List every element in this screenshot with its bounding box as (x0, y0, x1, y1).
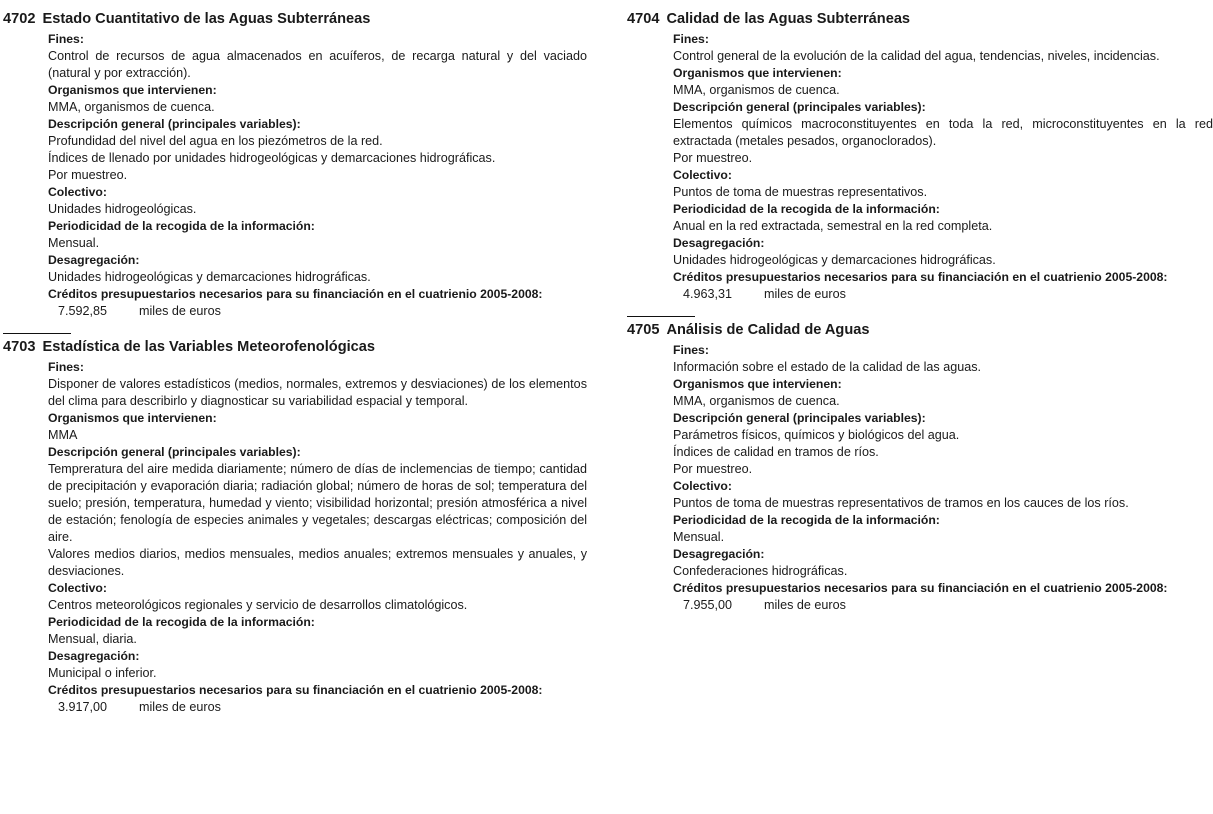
field-text: Municipal o inferior. (48, 666, 157, 680)
field-label: Fines: (673, 32, 709, 46)
field-text: Índices de calidad en tramos de ríos. (673, 445, 879, 459)
field-label: Colectivo: (48, 185, 107, 199)
section-title-text: Estadística de las Variables Meteorofenológicas (42, 339, 376, 355)
field-label: Créditos presupuestarios necesarios para su financiación en el cuatrienio 2005-2008: (673, 581, 1168, 595)
field-text: Unidades hidrogeológicas y demarcaciones hidrográficas. (673, 253, 996, 267)
amount-unit: miles de euros (139, 304, 221, 318)
budget-amount (673, 286, 1213, 303)
right-column (624, 0, 1213, 614)
field-text: MMA, organismos de cuenca. (673, 83, 840, 97)
section-body (48, 359, 587, 716)
field-text: MMA, organismos de cuenca. (673, 394, 840, 408)
amount-unit: miles de euros (764, 287, 846, 301)
field-text: Centros meteorológicos regionales y servicio de desarrollos climatológicos. (48, 598, 468, 612)
field-label: Desagregación: (673, 236, 765, 250)
field-label: Colectivo: (48, 581, 107, 595)
section-body (673, 31, 1213, 303)
budget-amount (48, 303, 587, 320)
field-label: Créditos presupuestarios necesarios para su financiación en el cuatrienio 2005-2008: (48, 287, 543, 301)
field-label: Desagregación: (48, 649, 140, 663)
amount-value: 3.917,00 (58, 700, 108, 714)
amount-value: 4.963,31 (683, 287, 733, 301)
field-label: Desagregación: (673, 547, 765, 561)
field-text: Puntos de toma de muestras representativos de tramos en los cauces de los ríos. (673, 496, 1129, 510)
amount-value: 7.592,85 (58, 304, 108, 318)
field-label: Descripción general (principales variables): (48, 117, 301, 131)
section-rule (627, 316, 695, 317)
section-4704 (624, 10, 1213, 303)
field-label: Colectivo: (673, 479, 732, 493)
section-4702 (0, 10, 595, 320)
section-title (627, 321, 1213, 339)
amount-value: 7.955,00 (683, 598, 733, 612)
field-label: Créditos presupuestarios necesarios para su financiación en el cuatrienio 2005-2008: (48, 683, 543, 697)
field-label: Periodicidad de la recogida de la información: (673, 513, 940, 527)
section-title-text: Calidad de las Aguas Subterráneas (666, 11, 911, 27)
field-label: Organismos que intervienen: (48, 83, 217, 97)
section-4703 (0, 333, 595, 716)
field-text: Anual en la red extractada, semestral en la red completa. (673, 219, 993, 233)
field-text: Profundidad del nivel del agua en los piezómetros de la red. (48, 134, 383, 148)
field-text: Mensual, diaria. (48, 632, 137, 646)
field-text: Control general de la evolución de la calidad del agua, tendencias, niveles, incidencias. (673, 49, 1160, 63)
left-column (0, 0, 595, 716)
section-number: 4704 (627, 11, 660, 27)
field-text: MMA (48, 428, 78, 442)
field-label: Organismos que intervienen: (673, 66, 842, 80)
field-label: Créditos presupuestarios necesarios para su financiación en el cuatrienio 2005-2008: (673, 270, 1168, 284)
field-text: Disponer de valores estadísticos (medios, normales, extremos y desviaciones) de los elementos del clima para describirlo y diagnosticar su variabilidad espacial y temporal. (48, 377, 587, 408)
section-title (3, 10, 595, 28)
field-text: Mensual. (673, 530, 725, 544)
field-text: Por muestreo. (673, 462, 753, 476)
field-label: Descripción general (principales variables): (673, 100, 926, 114)
field-text: Por muestreo. (673, 151, 753, 165)
field-label: Periodicidad de la recogida de la información: (48, 615, 315, 629)
field-label: Periodicidad de la recogida de la información: (673, 202, 940, 216)
section-4705 (624, 316, 1213, 614)
field-text: Valores medios diarios, medios mensuales, medios anuales; extremos mensuales y anuales, y desviaciones. (48, 547, 587, 578)
field-text: Índices de llenado por unidades hidrogeológicas y demarcaciones hidrográficas. (48, 151, 496, 165)
budget-amount (673, 597, 1213, 614)
amount-unit: miles de euros (139, 700, 221, 714)
field-text: Unidades hidrogeológicas. (48, 202, 197, 216)
field-text: Puntos de toma de muestras representativos. (673, 185, 928, 199)
field-label: Colectivo: (673, 168, 732, 182)
field-text: Mensual. (48, 236, 100, 250)
section-number: 4705 (627, 322, 660, 338)
field-text: Tempreratura del aire medida diariamente; número de días de inclemencias de tiempo; cantidad de precipitación y evaporación diaria; radiación global; número de horas de sol; temperatura del suelo; presión, temperatura, humedad y viento; visibilidad horizontal; presión atmosférica a nivel de estación; fenología de especies animales y vegetales; descargas eléctricas; composición del aire. (48, 462, 587, 544)
field-label: Descripción general (principales variables): (48, 445, 301, 459)
budget-amount (48, 699, 587, 716)
field-text: Parámetros físicos, químicos y biológicos del agua. (673, 428, 960, 442)
field-label: Desagregación: (48, 253, 140, 267)
field-text: MMA, organismos de cuenca. (48, 100, 215, 114)
field-label: Organismos que intervienen: (48, 411, 217, 425)
section-body (673, 342, 1213, 614)
section-title (627, 10, 1213, 28)
section-number: 4703 (3, 339, 36, 355)
field-label: Fines: (673, 343, 709, 357)
field-text: Unidades hidrogeológicas y demarcaciones hidrográficas. (48, 270, 371, 284)
field-label: Fines: (48, 360, 84, 374)
amount-unit: miles de euros (764, 598, 846, 612)
field-text: Información sobre el estado de la calidad de las aguas. (673, 360, 982, 374)
field-text: Confederaciones hidrográficas. (673, 564, 848, 578)
field-text: Control de recursos de agua almacenados en acuíferos, de recarga natural y del vaciado (natural y por extracción). (48, 49, 587, 80)
field-text: Por muestreo. (48, 168, 128, 182)
section-title (3, 338, 595, 356)
field-label: Periodicidad de la recogida de la información: (48, 219, 315, 233)
section-body (48, 31, 587, 320)
section-title-text: Estado Cuantitativo de las Aguas Subterráneas (42, 11, 371, 27)
section-rule (3, 333, 71, 334)
section-number: 4702 (3, 11, 36, 27)
field-label: Fines: (48, 32, 84, 46)
section-title-text: Análisis de Calidad de Aguas (666, 322, 870, 338)
field-label: Descripción general (principales variables): (673, 411, 926, 425)
field-label: Organismos que intervienen: (673, 377, 842, 391)
field-text: Elementos químicos macroconstituyentes en toda la red, microconstituyentes en la red extractada (metales pesados, organoclorados). (673, 117, 1213, 148)
